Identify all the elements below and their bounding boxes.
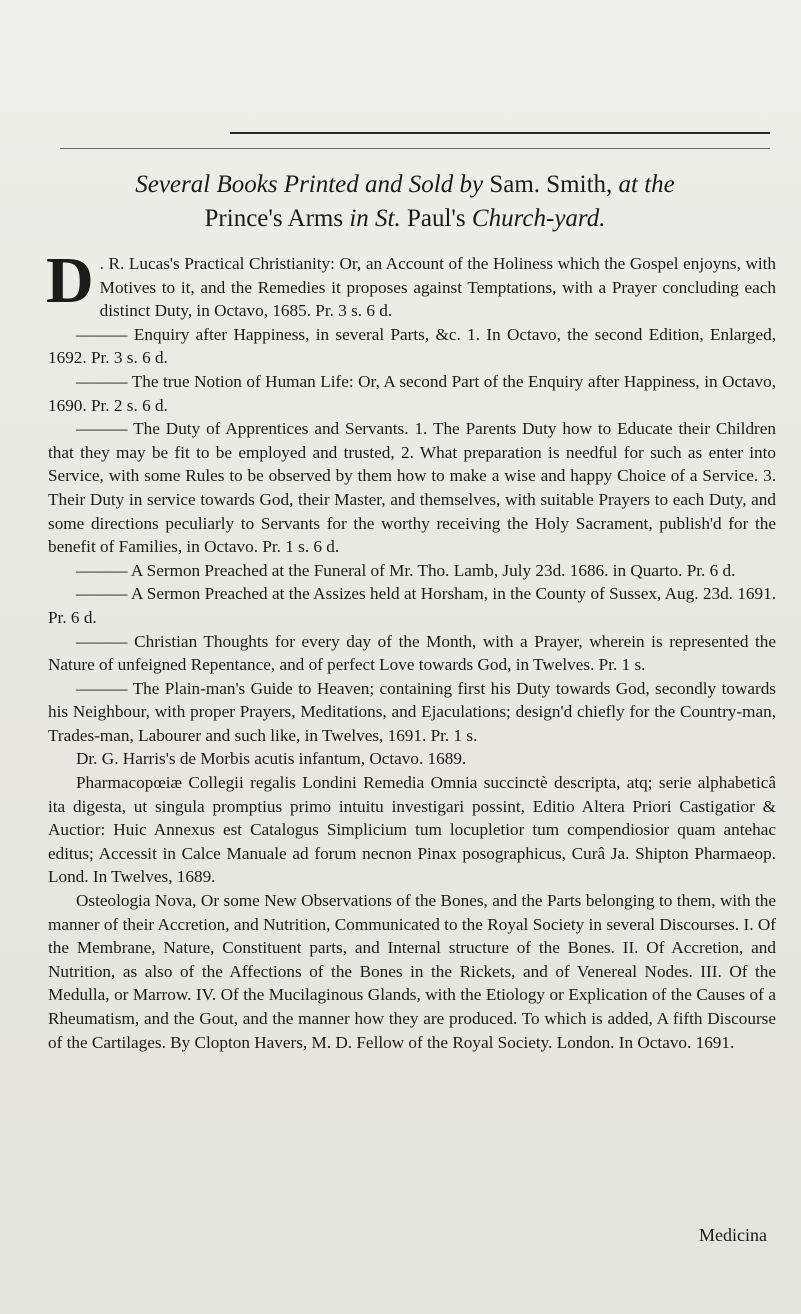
list-item: ——— A Sermon Preached at the Assizes held at Horsham, in the County of Sussex, Aug. 23d. 1691. Pr. 6 d. xyxy=(48,584,776,627)
header-line-2 xyxy=(30,202,780,236)
header-printer-name: Sam. Smith, xyxy=(489,171,613,198)
list-item: ——— Enquiry after Happiness, in several Parts, &c. 1. In Octavo, the second Edition, Enlarged, 1692. Pr. 3 s. 6 d. xyxy=(48,324,776,368)
header-sign: Prince's xyxy=(204,205,283,232)
page-header xyxy=(30,168,780,236)
list-item: ——— The Plain-man's Guide to Heaven; containing first his Duty towards God, secondly towards his Neighbour, with proper Prayers, Meditations, and Ejaculations; design'd chiefly for the Country-man, Trades-man, Labourer and such like, in Twelves, 1691. Pr. 1 s. xyxy=(48,678,776,745)
list-item: Pharmacopœiæ Collegii regalis Londini Remedia Omnia succinctè descripta, atq; serie alphabeticâ ita digesta, ut singula promptius primo intuitu investigari possint, Editio Altera Priori Castigatior & Auctior: Huic Annexus est Catalogus Simplicium tum locupletior tum compendiosior quam antehac editus; Accessit in Calce Manuale ad forum necnon Pinax posographicus, Curâ Ja. Shipton Pharmaeop. Lond. In Twelves, 1689. xyxy=(48,773,776,887)
entry-text: . R. Lucas's Practical Christianity: Or, an Account of the Holiness which the Gospel enjoyns, with Motives to it, and the Remedies it proposes against Temptations, with a Prayer concluding each distinct Duty, in Octavo, 1685. Pr. 3 s. 6 d. xyxy=(99,254,776,321)
list-item: ——— Christian Thoughts for every day of the Month, with a Prayer, wherein is represented the Nature of unfeigned Repentance, and of perfect Love towards God, in Twelves. Pr. 1 s. xyxy=(48,631,776,675)
header-arms: Arms xyxy=(287,205,344,232)
header-pauls: Paul's xyxy=(406,205,466,232)
header-churchyard: Church-yard. xyxy=(471,205,606,232)
list-item: ——— The true Notion of Human Life: Or, A second Part of the Enquiry after Happiness, in Octavo, 1690. Pr. 2 s. 6 d. xyxy=(48,371,776,415)
book-list xyxy=(46,244,776,1054)
list-item: ——— The Duty of Apprentices and Servants. 1. The Parents Duty how to Educate their Children that they may be fit to be employed and trusted, 2. What preparation is needful for such as enter into Service, with some Rules to be observed by them how to make a wise and happy Choice of a Service. 3. Their Duty in service towards God, their Master, and themselves, with suitable Prayers to each Duty, and some directions peculiarly to Servants for the worthy receiving the Holy Sacrament, publish'd for the benefit of Families, in Octavo. Pr. 1 s. 6 d. xyxy=(48,419,776,557)
top-rule-thin xyxy=(60,148,770,149)
catchword: Medicina xyxy=(699,1225,767,1245)
header-printed-by: Several Books Printed and Sold by xyxy=(135,171,484,198)
header-in-st: in St. xyxy=(349,205,401,232)
list-item: Dr. G. Harris's de Morbis acutis infantum, Octavo. 1689. xyxy=(76,749,467,769)
top-rule xyxy=(230,132,770,134)
list-item: Osteologia Nova, Or some New Observations of the Bones, and the Parts belonging to them, with the manner of their Accretion, and Nutrition, Communicated to the Royal Society in several Discourses. I. Of the Membrane, Nature, Constituent parts, and Internal structure of the Bones. II. Of Accretion, and Nutrition, as also of the Affections of the Bones in the Rickets, and of Venereal Nodes. III. Of the Medulla, or Marrow. IV. Of the Mucilaginous Glands, with the Etiology or Explication of the Causes of a Rheumatism, and the Gout, and the manner how they are produced. To which is added, A fifth Discourse of the Cartilages. By Clopton Havers, M. D. Fellow of the Royal Society. London. In Octavo. 1691. xyxy=(48,891,776,1052)
header-at: at the xyxy=(618,171,675,198)
list-item: ——— A Sermon Preached at the Funeral of Mr. Tho. Lamb, July 23d. 1686. in Quarto. Pr. 6 d. xyxy=(76,560,736,580)
drop-cap: D xyxy=(46,244,94,317)
list-item xyxy=(46,244,776,323)
